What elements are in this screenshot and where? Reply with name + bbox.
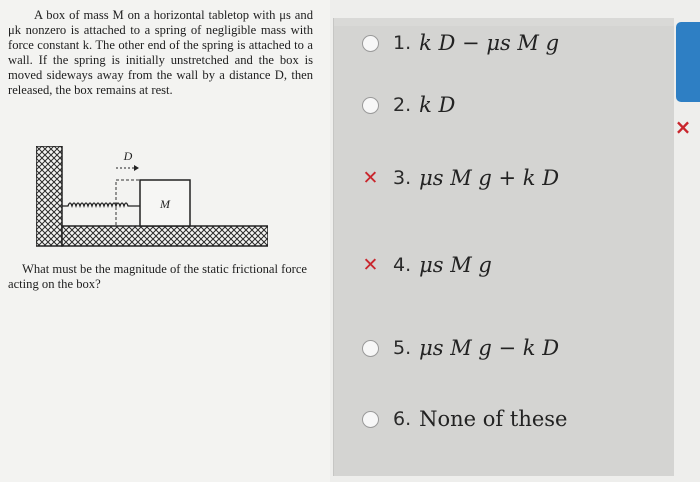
option-3[interactable] bbox=[362, 163, 559, 193]
option-number: 2. bbox=[393, 94, 412, 116]
option-expression: k D bbox=[419, 93, 456, 117]
option-number: 4. bbox=[393, 254, 412, 276]
radio-button[interactable] bbox=[362, 411, 379, 428]
spring bbox=[62, 203, 140, 206]
mass-label: M bbox=[160, 197, 170, 211]
wall bbox=[36, 146, 62, 246]
side-tab[interactable] bbox=[676, 22, 700, 102]
option-expression: None of these bbox=[419, 407, 568, 431]
option-number: 6. bbox=[393, 408, 412, 430]
radio-button[interactable] bbox=[362, 340, 379, 357]
option-6[interactable] bbox=[362, 404, 567, 434]
question-panel bbox=[0, 0, 330, 482]
option-expression: μs M g − k D bbox=[419, 336, 560, 360]
incorrect-x-icon: ✕ bbox=[362, 167, 379, 189]
spring-box-diagram bbox=[36, 146, 268, 251]
question-text: A box of mass M on a horizontal tabletop with μs and μk nonzero is attached to a spring of negligible mass with force constant k. The other end of the spring is attached to a wall. If the spring is initially unstretched and the box is moved sideways away from the wall by a distance D, then released, the box remains at rest. bbox=[8, 8, 313, 97]
option-expression: μs M g bbox=[419, 253, 492, 277]
option-expression: k D − μs M g bbox=[419, 31, 560, 55]
option-number: 1. bbox=[393, 32, 412, 54]
arrow-head bbox=[134, 165, 139, 171]
displacement-label: D bbox=[123, 149, 133, 163]
equilibrium-outline bbox=[116, 180, 140, 226]
radio-button[interactable] bbox=[362, 35, 379, 52]
option-1[interactable] bbox=[362, 28, 559, 58]
question-prompt: What must be the magnitude of the static frictional force acting on the box? bbox=[8, 262, 308, 291]
option-number: 5. bbox=[393, 337, 412, 359]
option-expression: μs M g + k D bbox=[419, 166, 560, 190]
option-5[interactable] bbox=[362, 333, 559, 363]
incorrect-x-icon: × bbox=[674, 115, 692, 139]
tabletop bbox=[62, 226, 268, 246]
incorrect-x-icon: ✕ bbox=[362, 254, 379, 276]
option-4[interactable] bbox=[362, 250, 492, 280]
option-number: 3. bbox=[393, 167, 412, 189]
answer-panel bbox=[333, 18, 674, 476]
option-2[interactable] bbox=[362, 90, 455, 120]
radio-button[interactable] bbox=[362, 97, 379, 114]
